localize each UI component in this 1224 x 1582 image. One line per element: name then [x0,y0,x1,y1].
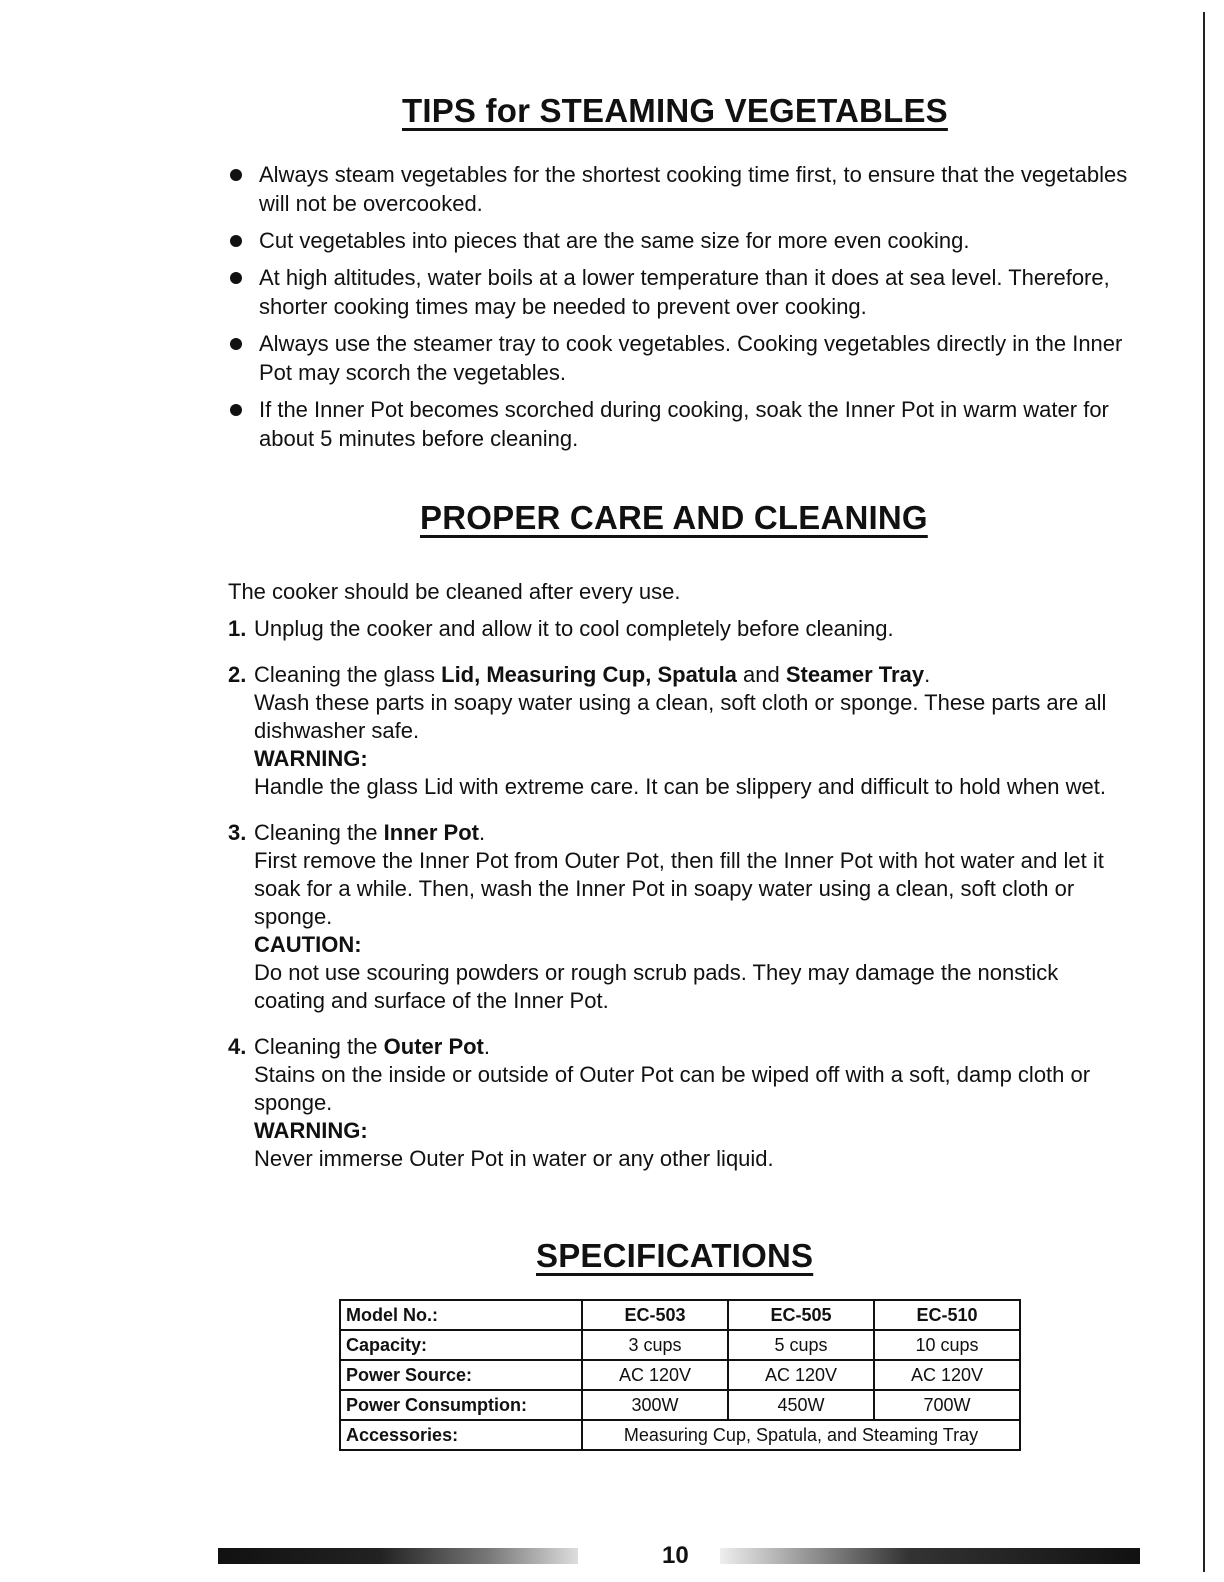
specs-title: SPECIFICATIONS [536,1237,814,1274]
step-number: 4. [228,1034,247,1059]
table-cell: AC 120V [874,1360,1020,1390]
warning-text: Handle the glass Lid with extreme care. It can be slippery and difficult to hold when wet. [254,774,1106,799]
caution-label: CAUTION: [254,932,362,957]
step-heading: Cleaning the Inner Pot. [254,820,486,845]
table-cell: 10 cups [874,1330,1020,1360]
table-row [340,1360,1020,1390]
tip-item: Cut vegetables into pieces that are the same size for more even cooking. [228,226,1128,255]
table-row [340,1420,1020,1450]
page-number: 10 [662,1542,689,1569]
row-header: Model No.: [340,1300,582,1330]
table-cell: AC 120V [728,1360,874,1390]
table-row [340,1330,1020,1360]
tip-item: At high altitudes, water boils at a lower temperature than it does at sea level. Therefore, shorter cooking times may be needed to prevent over cooking. [228,263,1128,321]
row-header: Power Consumption: [340,1390,582,1420]
specs-table [339,1299,1021,1451]
warning-text: Never immerse Outer Pot in water or any other liquid. [254,1146,774,1171]
warning-label: WARNING: [254,746,368,771]
step-number: 3. [228,820,247,845]
care-title: PROPER CARE AND CLEANING [420,499,928,536]
care-step-1 [228,615,1128,643]
warning-label: WARNING: [254,1118,368,1143]
caution-text: Do not use scouring powders or rough scrub pads. They may damage the nonstick coating and surface of the Inner Pot. [254,960,1059,1013]
step-heading: Cleaning the Outer Pot. [254,1034,491,1059]
tip-item: Always steam vegetables for the shortest cooking time first, to ensure that the vegetables will not be overcooked. [228,160,1128,218]
bullet-icon [230,338,242,350]
row-header: Capacity: [340,1330,582,1360]
care-step-3 [228,819,1128,1015]
step-body: Wash these parts in soapy water using a clean, soft cloth or sponge. These parts are all dishwasher safe. [254,690,1107,743]
row-header: Accessories: [340,1420,582,1450]
step-body: Stains on the inside or outside of Outer Pot can be wiped off with a soft, damp cloth or sponge. [254,1062,1091,1115]
table-cell: Measuring Cup, Spatula, and Steaming Tray [582,1420,1020,1450]
step-body: First remove the Inner Pot from Outer Pot, then fill the Inner Pot with hot water and let it soak for a while. Then, wash the Inner Pot in soapy water using a clean, soft cloth or sponge. [254,848,1104,929]
page-edge-line [1203,12,1205,1572]
care-step-4 [228,1033,1128,1173]
care-intro: The cooker should be cleaned after every use. [228,579,681,604]
footer-bar-right [720,1548,1140,1564]
step-heading: Cleaning the glass Lid, Measuring Cup, Spatula and Steamer Tray. [254,662,931,687]
care-section [228,578,1128,1191]
bullet-icon [230,169,242,181]
table-cell: 300W [582,1390,728,1420]
table-cell: EC-503 [582,1300,728,1330]
tip-item: Always use the steamer tray to cook vegetables. Cooking vegetables directly in the Inner Pot may scorch the vegetables. [228,329,1128,387]
table-cell: 5 cups [728,1330,874,1360]
row-header: Power Source: [340,1360,582,1390]
step-number: 1. [228,616,247,641]
bullet-icon [230,235,242,247]
table-cell: 700W [874,1390,1020,1420]
table-cell: EC-505 [728,1300,874,1330]
tips-title: TIPS for STEAMING VEGETABLES [402,92,948,129]
table-cell: 3 cups [582,1330,728,1360]
table-cell: EC-510 [874,1300,1020,1330]
table-cell: 450W [728,1390,874,1420]
bullet-icon [230,404,242,416]
table-row [340,1390,1020,1420]
tips-list [228,160,1128,461]
bullet-icon [230,272,242,284]
table-row [340,1300,1020,1330]
step-text: Unplug the cooker and allow it to cool completely before cleaning. [254,616,894,641]
tip-item: If the Inner Pot becomes scorched during cooking, soak the Inner Pot in warm water for about 5 minutes before cleaning. [228,395,1128,453]
care-step-2 [228,661,1128,801]
step-number: 2. [228,662,247,687]
footer-bar-left [218,1548,578,1564]
table-cell: AC 120V [582,1360,728,1390]
